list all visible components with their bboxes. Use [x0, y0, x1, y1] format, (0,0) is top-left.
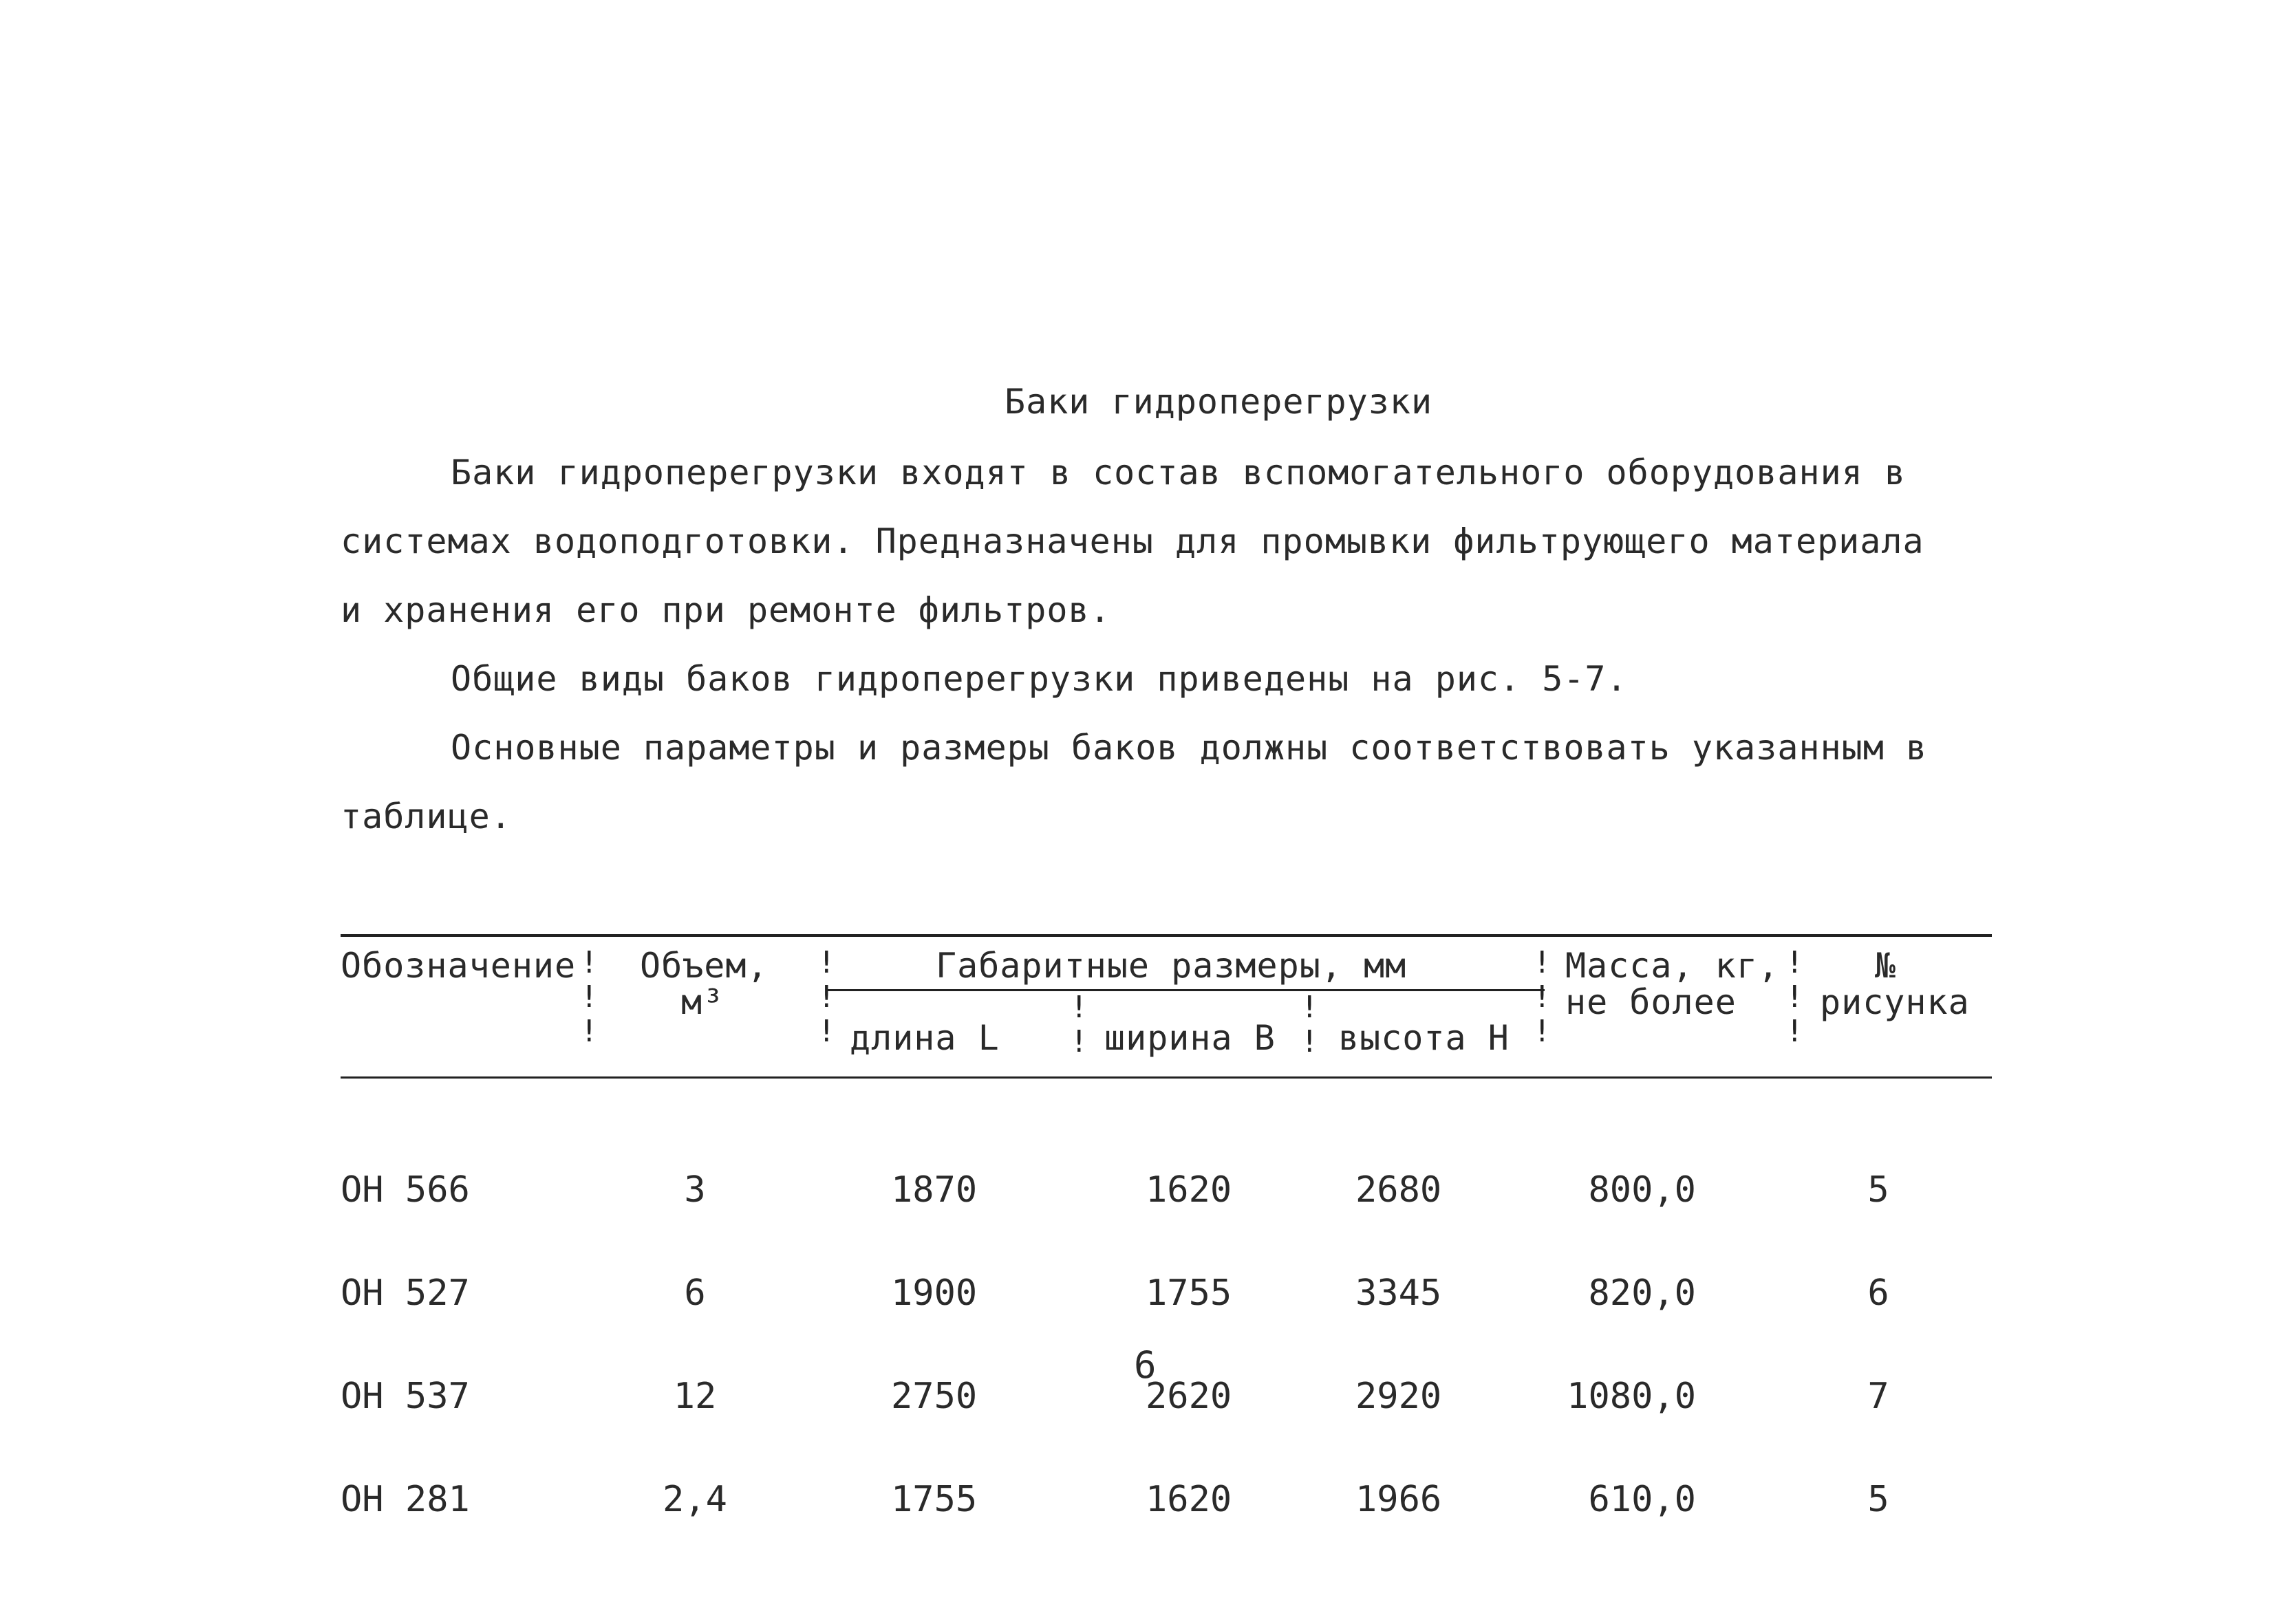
header-figure: рисунка: [1820, 982, 1970, 1022]
column-height: [1355, 1104, 1485, 1585]
column-designation: [341, 1104, 470, 1585]
column-separator: ! ! !: [1533, 945, 1552, 1049]
table-cell: 6: [1867, 1273, 1889, 1314]
table-cell: ОН 566: [341, 1169, 470, 1211]
table-cell: 6: [684, 1273, 706, 1314]
header-designation: Обозначение: [341, 946, 577, 986]
header-dimensions: Габаритные размеры, мм: [936, 946, 1407, 986]
column-separator: ! !: [1300, 990, 1319, 1059]
column-separator: ! ! !: [580, 945, 599, 1049]
table-cell: 2680: [1355, 1169, 1442, 1211]
table-cell: 1620: [1146, 1169, 1232, 1211]
paragraph-line-2: системах водоподготовки. Предназначены для промывки фильтрующего материала: [341, 521, 1924, 561]
table-cell: 1755: [1146, 1273, 1232, 1314]
table-cell: 800,0: [1588, 1169, 1696, 1211]
table-cell: ОН 537: [341, 1376, 470, 1417]
table-cell: 1620: [1146, 1479, 1232, 1520]
table-cell: ОН 527: [341, 1273, 470, 1314]
column-separator: ! ! !: [817, 945, 836, 1049]
header-volume: Объем,: [640, 946, 769, 986]
header-mass-limit: не более: [1565, 982, 1737, 1022]
column-mass: [1534, 1104, 1696, 1585]
header-height: высота H: [1338, 1018, 1510, 1058]
column-figure: [1844, 1104, 1913, 1585]
table-cell: 2920: [1355, 1376, 1442, 1417]
table-cell: 2620: [1146, 1376, 1232, 1417]
table-cell: ОН 281: [341, 1479, 470, 1520]
table-cell: 1966: [1355, 1479, 1442, 1520]
table-cell: 1900: [891, 1273, 978, 1314]
table-cell: 5: [1867, 1479, 1889, 1520]
paragraph-line-1: Баки гидроперегрузки входят в состав вспомогательного оборудования в: [451, 453, 1906, 492]
table-cell: 2,4: [663, 1479, 727, 1520]
header-width: ширина B: [1104, 1018, 1276, 1058]
header-figure-no: №: [1875, 946, 1897, 986]
header-length: длина L: [850, 1018, 1000, 1058]
table-cell: 2750: [891, 1376, 978, 1417]
page-number: 6: [1134, 1343, 1157, 1387]
section-heading: Баки гидроперегрузки: [1005, 382, 1433, 422]
table-cell: 12: [673, 1376, 717, 1417]
column-separator: ! ! !: [1785, 945, 1804, 1049]
table-top-rule: [341, 934, 1992, 937]
table-cell: 1080,0: [1567, 1376, 1696, 1417]
column-volume: [643, 1104, 747, 1585]
column-length: [891, 1104, 1020, 1585]
column-width: [1146, 1104, 1275, 1585]
paragraph-line-6: таблице.: [341, 797, 512, 836]
table-cell: 7: [1867, 1376, 1889, 1417]
paragraph-line-4: Общие виды баков гидроперегрузки приведены на рис. 5-7.: [451, 659, 1628, 699]
column-separator: ! !: [1070, 990, 1088, 1059]
table-cell: 5: [1867, 1169, 1889, 1211]
table-cell: 3: [684, 1169, 706, 1211]
paragraph-line-3: и хранения его при ремонте фильтров.: [341, 590, 1111, 630]
table-cell: 1755: [891, 1479, 978, 1520]
table-header-rule: [341, 1076, 1992, 1079]
header-mass: Масса, кг,: [1565, 946, 1780, 986]
paragraph-line-5: Основные параметры и размеры баков должны соответствовать указанным в: [451, 728, 1928, 768]
table-cell: 1870: [891, 1169, 978, 1211]
table-cell: 610,0: [1588, 1479, 1696, 1520]
table-cell: 820,0: [1588, 1273, 1696, 1314]
header-volume-unit: м³: [681, 982, 724, 1022]
dimensions-subrule: [826, 989, 1545, 991]
table-cell: 3345: [1355, 1273, 1442, 1314]
